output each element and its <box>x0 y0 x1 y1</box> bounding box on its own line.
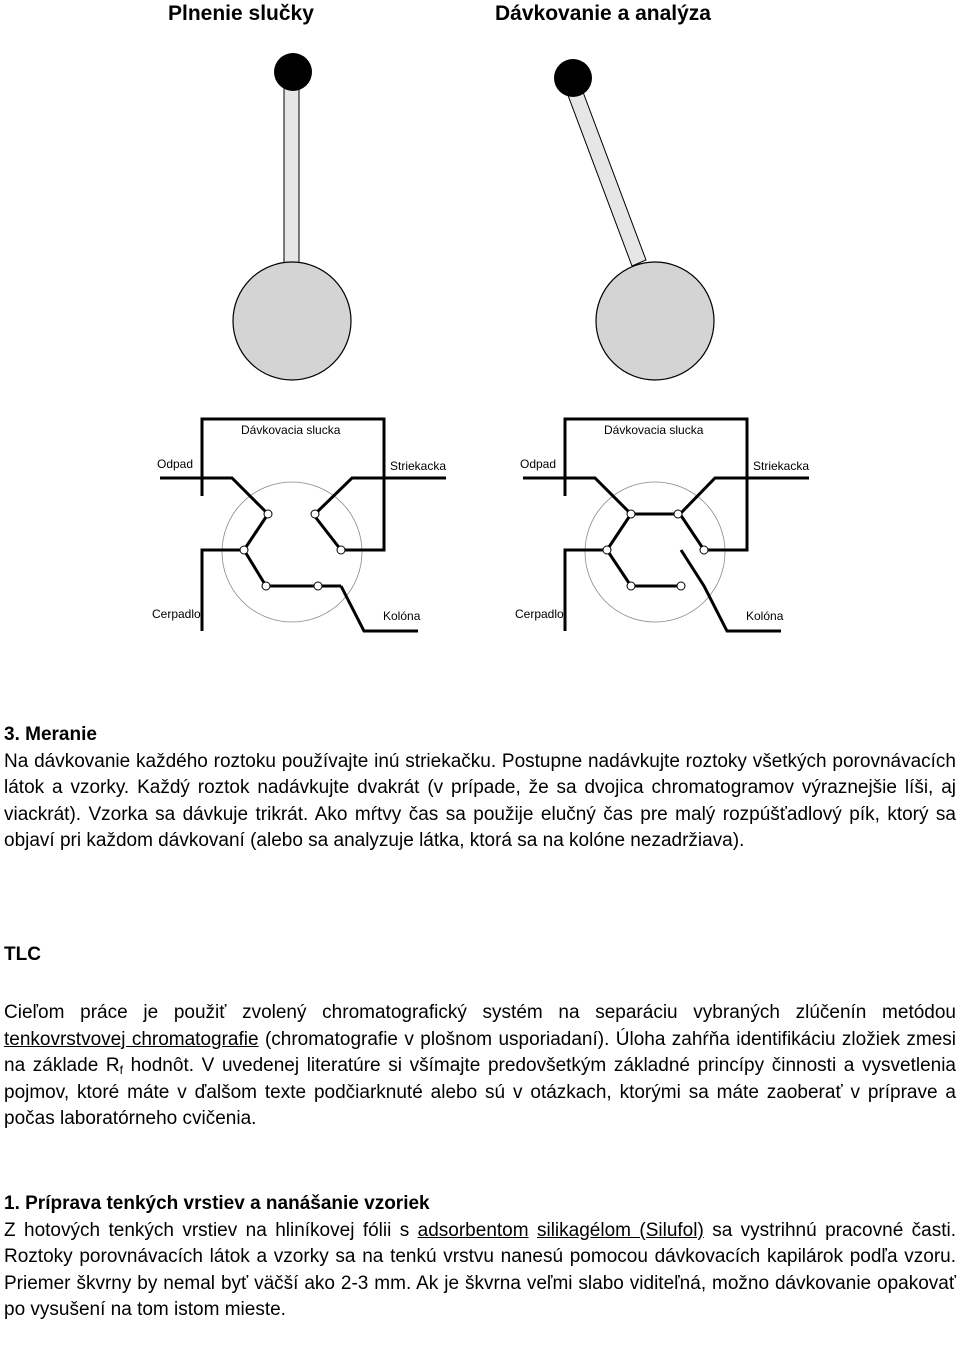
tlc-paragraph <box>4 1000 956 1133</box>
adsorbent-term: adsorbentom <box>417 1219 529 1241</box>
valve-handle-inject <box>554 59 714 380</box>
valve-schematic-inject <box>523 419 809 631</box>
syringe-label: Striekacka <box>390 459 447 473</box>
prep-section <box>4 1191 956 1324</box>
column-label: Kolóna <box>746 609 784 623</box>
valve-handle-fill <box>233 53 351 380</box>
prep-title: 1. Príprava tenkých vrstiev a nanášanie vzoriek <box>4 1193 430 1214</box>
valve-schematic-fill <box>160 419 446 631</box>
measurement-paragraph: Na dávkovanie každého roztoku používajte inú striekačku. Postupne nadávkujte roztoky všetkých porovnávacích látok a vzorky. Každý roztok nadávkujte dvakrát (v prípade, že sa dvojica chromatogramov výraznejšie líši, aj viackrát). Vzorka sa dávkuje trikrát. Ako mŕtvy čas sa použije elučný čas pre malý rozpúšťadlový pík, ktorý sa objaví pri každom dávkovaní (alebo sa analyzuje látka, ktorá sa na kolóne nezadržiava). <box>4 750 956 852</box>
prep-space <box>529 1220 537 1241</box>
loop-label: Dávkovacia slucka <box>604 423 704 437</box>
syringe-label: Striekacka <box>753 459 810 473</box>
tlc-text-b: (chromatografie v plošnom usporiadaní). Úloha zahŕňa identifikáciu zložiek zmesi na základe R <box>4 1028 956 1077</box>
pump-label: Cerpadlo <box>515 607 564 621</box>
tlc-section <box>4 942 956 969</box>
measurement-section <box>4 722 956 855</box>
tlc-intro <box>4 1000 956 1133</box>
valve-diagrams <box>0 0 960 660</box>
measurement-title: 3. Meranie <box>4 724 97 745</box>
prep-paragraph <box>4 1218 956 1324</box>
prep-text-b: sa vystrihnú pracovné časti. Roztoky porovnávacích látok a vzorky sa na tenkú vrstvu nanesú pomocou dávkovacích kapilárok podľa vzoru. Priemer škvrny by nemal byť väčší ako 2-3 mm. Ak je škvrna veľmi slabo viditeľná, možno dávkovanie opakovať po vysušení na tom istom mieste. <box>4 1219 957 1321</box>
waste-label: Odpad <box>157 457 194 471</box>
tlc-term: tenkovrstvovej chromatografie <box>4 1028 259 1050</box>
tlc-title: TLC <box>4 944 41 965</box>
pump-label: Cerpadlo <box>152 607 201 621</box>
heading-inject-analyze: Dávkovanie a analýza <box>495 2 711 25</box>
tlc-text-a: Cieľom práce je použiť zvolený chromatografický systém na separáciu vybraných zlúčenín metódou <box>4 1002 956 1023</box>
silica-gel-term: silikagélom (Silufol) <box>536 1219 704 1241</box>
waste-label: Odpad <box>520 457 557 471</box>
column-label: Kolóna <box>383 609 421 623</box>
tlc-text-c: hodnôt. V uvedenej literatúre si všímajte predovšetkým základné princípy činnosti a vysvetlenia pojmov, ktoré máte v ďalšom texte podčiarknuté alebo sú v otázkach, ktorými sa máte zaoberať v príprave a počas laboratórneho cvičenia. <box>4 1055 956 1130</box>
loop-label: Dávkovacia slucka <box>241 423 341 437</box>
prep-text-a: Z hotových tenkých vrstiev na hliníkovej fólii s <box>4 1219 418 1241</box>
heading-fill-loop: Plnenie slučky <box>168 2 314 25</box>
rf-subscript: f <box>119 1063 123 1078</box>
